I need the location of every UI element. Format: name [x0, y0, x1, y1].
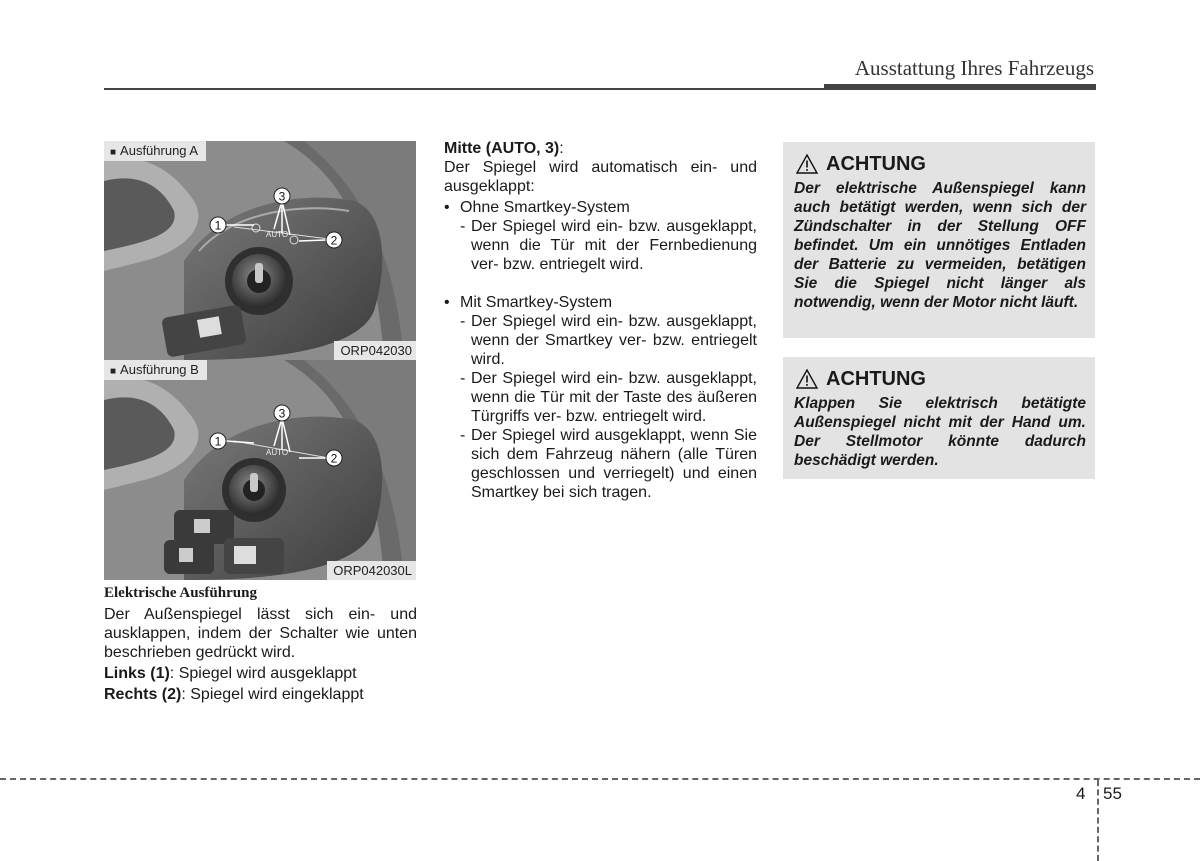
figure-tag-label: Ausführung A [120, 143, 199, 158]
running-header-title: Ausstattung Ihres Fahrzeugs [854, 56, 1094, 80]
callout-3 [274, 188, 290, 204]
warning-triangle-icon [796, 154, 818, 174]
warning-title-label: ACHTUNG [826, 368, 926, 390]
warning-text: Klappen Sie elektrisch betätigte Außenspiegel nicht mit der Hand um. Der Stellmotor könnte dadurch beschädigt werden. [794, 395, 1086, 469]
figure-tag [104, 360, 207, 380]
callout-1 [210, 217, 226, 233]
rechts-line [104, 685, 417, 704]
callout-2 [326, 450, 342, 466]
figure-tag-label: Ausführung B [120, 362, 199, 377]
warning-triangle-icon [796, 369, 818, 389]
figure-variant-a [104, 141, 416, 360]
dash-item-text: Der Spiegel wird ein- bzw. ausgeklappt, wenn die Tür mit der Taste des äußeren Türgriffs ver- bzw. entriegelt wird. [471, 370, 757, 425]
figure-code: ORP042030L [327, 561, 416, 580]
middle-column-text [444, 139, 757, 502]
links-line [104, 664, 417, 683]
door-switch-illustration-b [104, 360, 416, 580]
mitte-colon: : [559, 140, 564, 157]
callout-2-label: 2 [330, 233, 338, 248]
footer-dashed-rule [0, 778, 1200, 780]
square-bullet-icon: ■ [110, 147, 117, 158]
warning-box-1 [783, 142, 1095, 338]
callout-2 [326, 232, 342, 248]
dash-item-text: Der Spiegel wird ein- bzw. ausgeklappt, wenn der Smartkey ver- bzw. entriegelt wird. [471, 313, 757, 368]
callout-2-label: 2 [330, 451, 338, 466]
callout-3-label: 3 [278, 189, 286, 204]
figure-code: ORP042030 [334, 341, 416, 360]
dash-item-text: Der Spiegel wird ausgeklappt, wenn Sie sich dem Fahrzeug nähern (alle Türen geschlossen und verriegelt) und einen Smartkey bei sich tragen. [471, 427, 757, 501]
figure-tag [104, 141, 206, 161]
links-text: : Spiegel wird ausgeklappt [169, 665, 357, 682]
dash-item-text: Der Spiegel wird ein- bzw. ausgeklappt, wenn die Tür mit der Fernbedienung ver- bzw. entriegelt wird. [471, 218, 757, 273]
section-heading: Elektrische Ausführung [104, 585, 257, 601]
warning-title-label: ACHTUNG [826, 153, 926, 175]
figure-variant-b [104, 360, 416, 580]
callout-1-label: 1 [214, 434, 222, 449]
page-chapter-number: 4 [1076, 784, 1086, 803]
dash-item: - Der Spiegel wird ein- bzw. ausgeklappt, wenn die Tür mit der Fernbedienung ver- bzw. entriegelt wird. [460, 218, 757, 273]
rechts-text: : Spiegel wird eingeklappt [181, 686, 364, 703]
page-number: 55 [1103, 784, 1122, 803]
square-bullet-icon: ■ [110, 366, 117, 377]
links-label: Links (1) [104, 665, 170, 682]
callout-1-label: 1 [214, 218, 222, 233]
dash-item: - Der Spiegel wird ein- bzw. ausgeklappt, wenn die Tür mit der Taste des äußeren Türgriffs ver- bzw. entriegelt wird. [460, 370, 757, 425]
bullet-mit-smartkey: • Mit Smartkey-System [444, 293, 757, 312]
door-switch-illustration-a [104, 141, 416, 360]
warning-text: Der elektrische Außenspiegel kann auch betätigt werden, wenn sich der Zündschalter in der Stellung OFF befindet. Um ein unnötiges Entladen der Batterie zu vermeiden, betätigen Sie die Spiegel nicht länger als notwendig, wenn der Motor nicht läuft. [794, 180, 1086, 311]
footer-dashed-divider [1097, 780, 1099, 861]
intro-paragraph: Der Außenspiegel lässt sich ein- und ausklappen, indem der Schalter wie unten beschrieben gedrückt wird. [104, 606, 417, 661]
auto-label: AUTO [266, 230, 289, 239]
callout-3-label: 3 [278, 406, 286, 421]
bullet-ohne-smartkey: • Ohne Smartkey-System [444, 198, 757, 217]
warning-title [794, 367, 1086, 391]
mitte-heading-line [444, 139, 757, 158]
mitte-label: Mitte (AUTO, 3) [444, 140, 560, 157]
mitte-paragraph: Der Spiegel wird automatisch ein- und ausgeklappt: [444, 159, 757, 195]
callout-1 [210, 433, 226, 449]
left-column-text [104, 584, 417, 706]
dash-item: - Der Spiegel wird ausgeklappt, wenn Sie sich dem Fahrzeug nähern (alle Türen geschlossen und verriegelt) und einen Smartkey bei sich tragen. [460, 427, 757, 501]
warning-box-2 [783, 357, 1095, 479]
rechts-label: Rechts (2) [104, 686, 182, 703]
header-rule [104, 88, 1096, 90]
warning-title [794, 152, 1086, 176]
dash-item: - Der Spiegel wird ein- bzw. ausgeklappt, wenn der Smartkey ver- bzw. entriegelt wird. [460, 313, 757, 368]
callout-3 [274, 405, 290, 421]
auto-label: AUTO [266, 448, 289, 457]
